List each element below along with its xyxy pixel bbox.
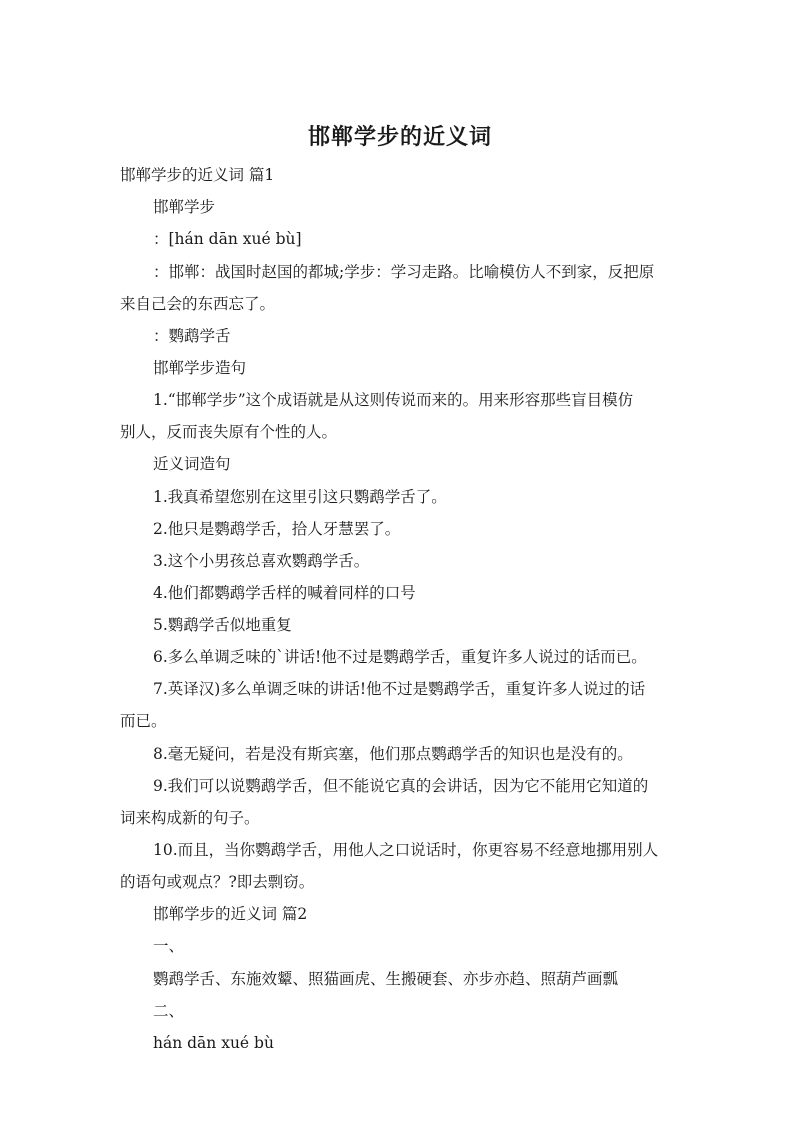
- pinyin-line: ：[hán dān xué bù]: [153, 230, 302, 248]
- sentence-7: 7.英译汉)多么单调乏味的讲话!他不过是鹦鹉学舌，重复许多人说过的话: [153, 680, 646, 698]
- sentence-6: 6.多么单调乏味的`讲话!他不过是鹦鹉学舌，重复许多人说过的话而已。: [153, 648, 647, 666]
- document-title: 邯郸学步的近义词: [307, 125, 492, 150]
- sentence-9-cont: 词来构成新的句子。: [120, 809, 260, 827]
- sentence-1: 1.我真希望您别在这里引这只鹦鹉学舌了。: [153, 488, 447, 506]
- section-heading-1: 邯郸学步的近义词 篇1: [120, 166, 275, 184]
- sentence-2: 2.他只是鹦鹉学舌，拾人牙慧罢了。: [153, 520, 401, 538]
- sentence-7-cont: 而已。: [120, 712, 167, 730]
- idiom-term: 邯郸学步: [153, 198, 216, 216]
- sentence-8: 8.毫无疑问，若是没有斯宾塞，他们那点鹦鹉学舌的知识也是没有的。: [153, 745, 633, 763]
- synonym-list: 鹦鹉学舌、东施效颦、照猫画虎、生搬硬套、亦步亦趋、照葫芦画瓢: [153, 970, 619, 988]
- sentence-4: 4.他们都鹦鹉学舌样的喊着同样的口号: [153, 584, 416, 602]
- sentence-9: 9.我们可以说鹦鹉学舌，但不能说它真的会讲话，因为它不能用它知道的: [153, 777, 649, 795]
- sentence-3: 3.这个小男孩总喜欢鹦鹉学舌。: [153, 552, 370, 570]
- definition-line-cont: 来自己会的东西忘了。: [120, 295, 276, 313]
- example-line: 1.“邯郸学步”这个成语就是从这则传说而来的。用来形容那些盲目模仿: [153, 391, 634, 409]
- subheading-example-sentences: 邯郸学步造句: [153, 359, 247, 377]
- sentence-10: 10.而且，当你鹦鹉学舌，用他人之口说话时，你更容易不经意地挪用别人: [153, 841, 659, 859]
- definition-line: ：邯郸：战国时赵国的都城;学步：学习走路。比喻模仿人不到家，反把原: [153, 263, 655, 281]
- list-marker-2: 二、: [153, 1002, 185, 1020]
- example-line-cont: 别人，反而丧失原有个性的人。: [120, 423, 338, 441]
- pinyin-repeat: hán dān xué bù: [153, 1034, 274, 1052]
- sentence-10-cont: 的语句或观点？?即去剽窃。: [120, 873, 315, 891]
- section-heading-2: 邯郸学步的近义词 篇2: [153, 905, 308, 923]
- synonym-line: ：鹦鹉学舌: [153, 327, 231, 345]
- list-marker-1: 一、: [153, 937, 185, 955]
- sentence-5: 5.鹦鹉学舌似地重复: [153, 616, 292, 634]
- subheading-synonym-sentences: 近义词造句: [153, 455, 231, 473]
